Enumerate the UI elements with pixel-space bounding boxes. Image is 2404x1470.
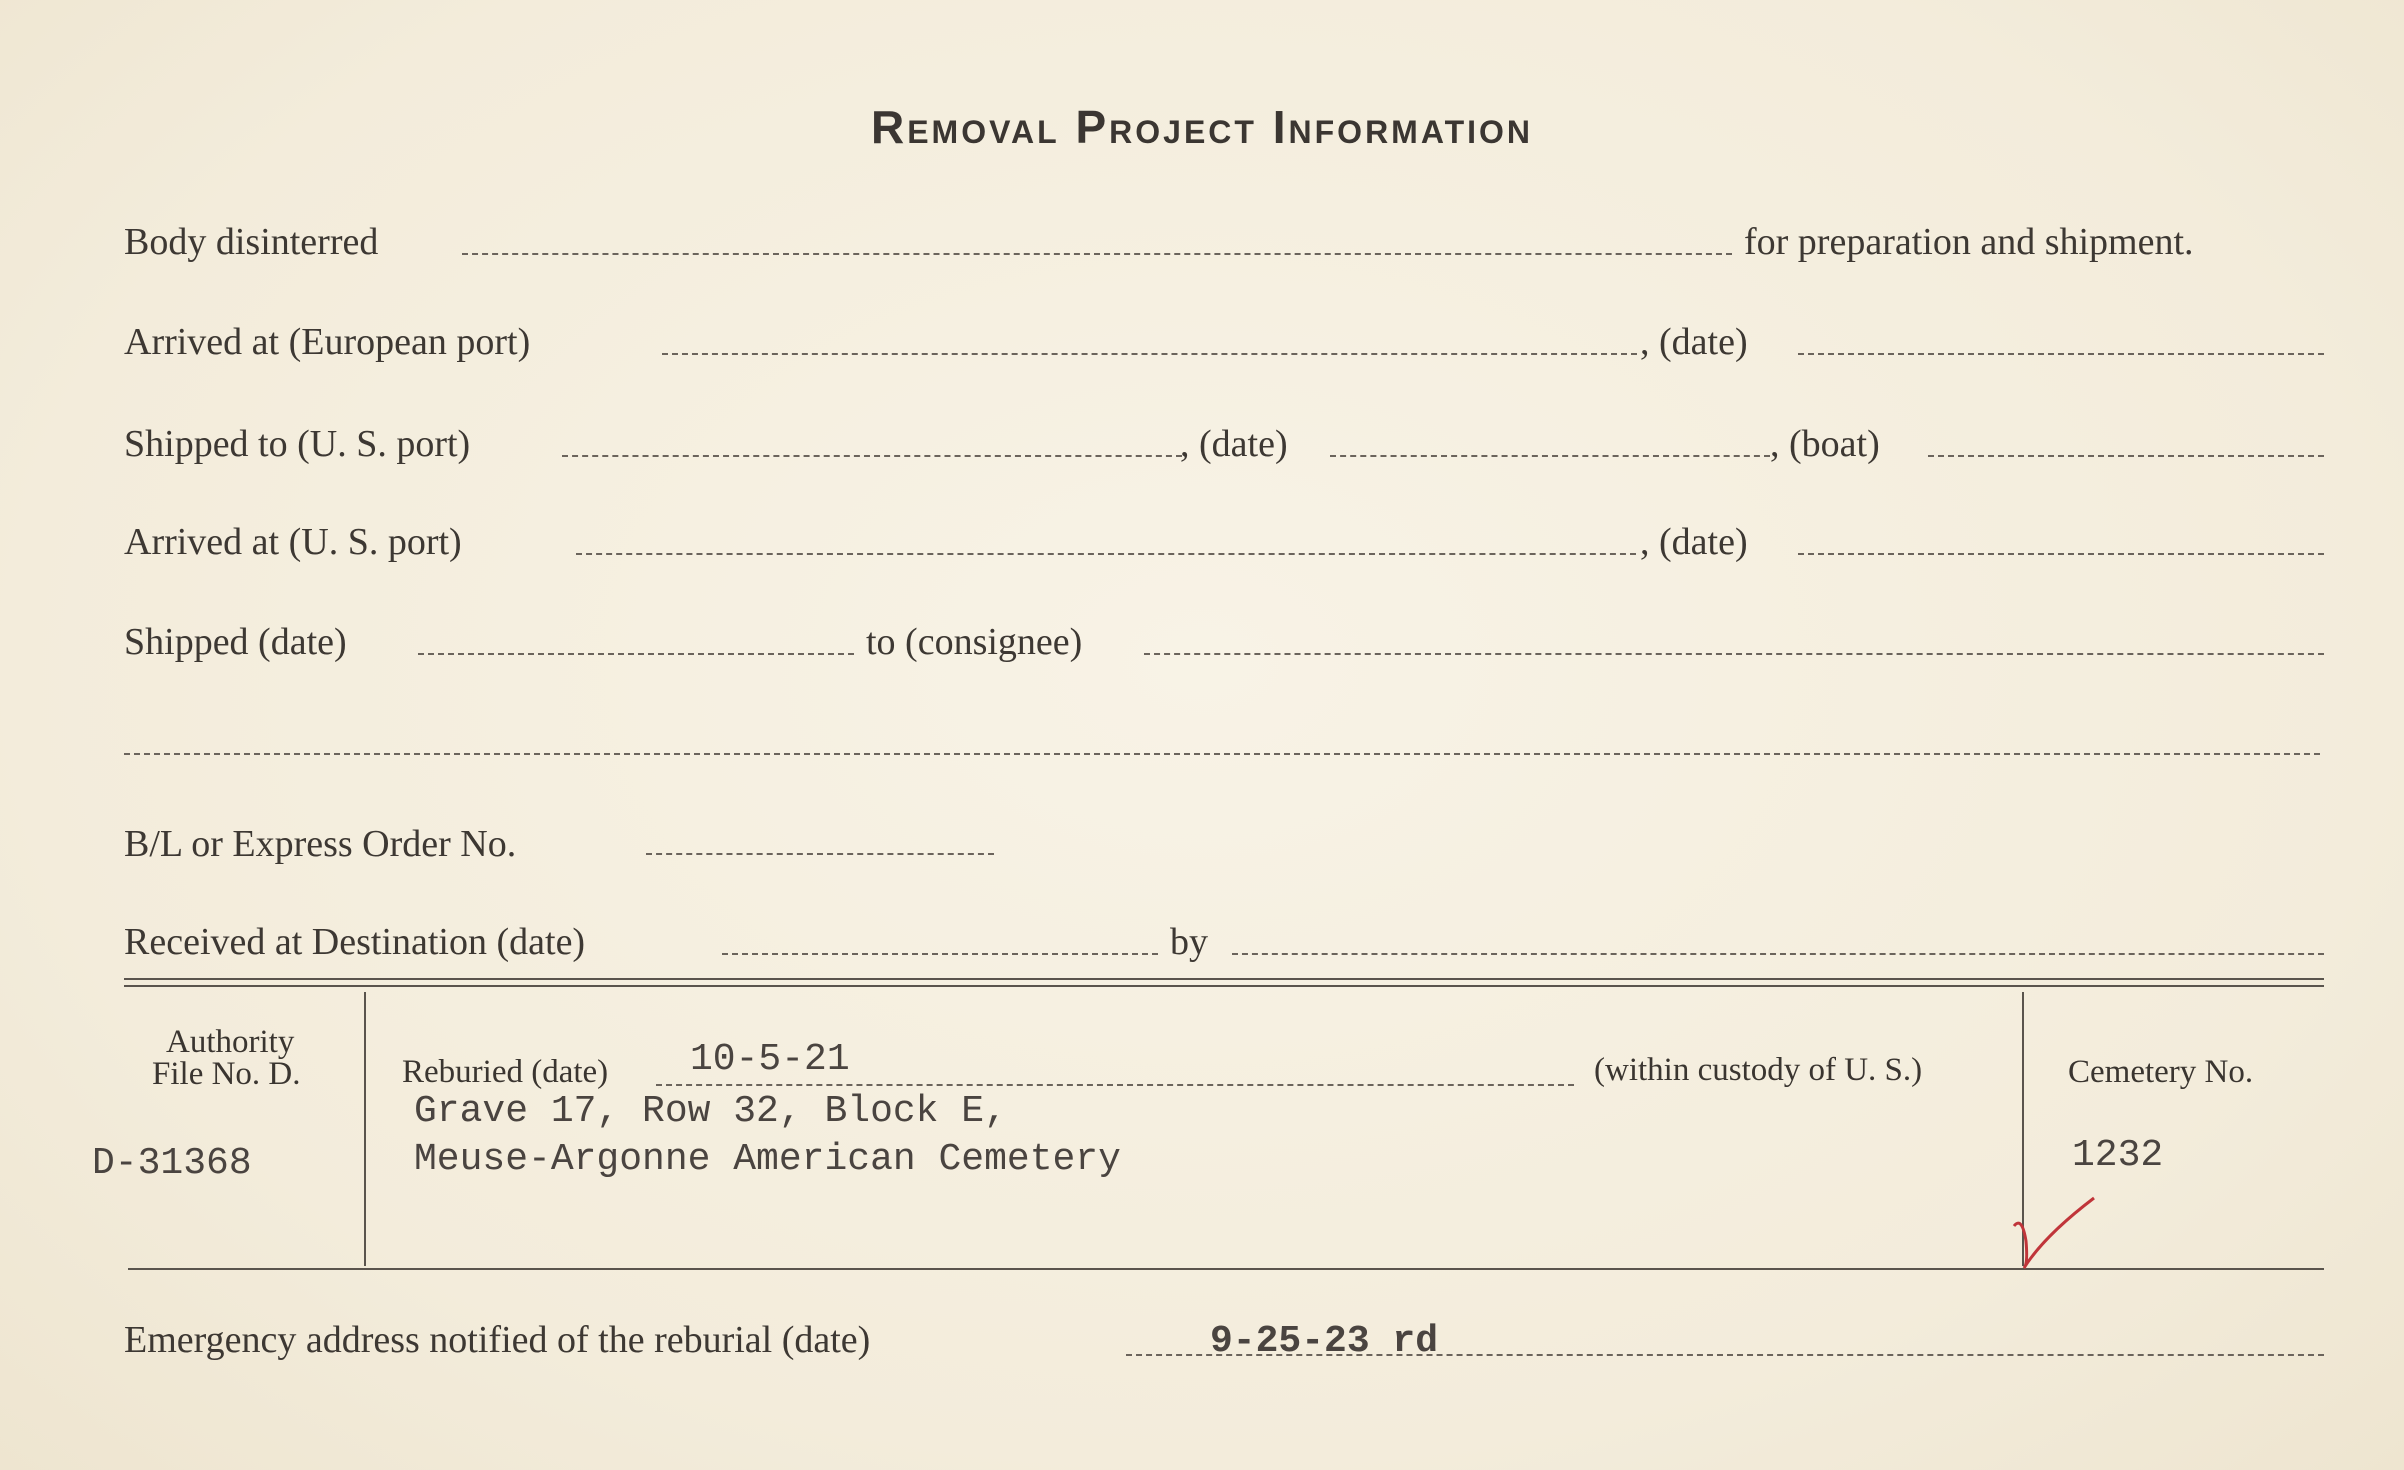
- shipped-to-us-date-field: [1330, 455, 1770, 457]
- bl-order-label: B/L or Express Order No.: [124, 823, 517, 865]
- arrived-european-port-field: [662, 353, 1637, 355]
- arrived-us-label: Arrived at (U. S. port): [124, 521, 462, 563]
- shipped-to-us-label: Shipped to (U. S. port): [124, 423, 471, 465]
- reburied-label: Reburied (date): [402, 1054, 609, 1090]
- shipped-label: Shipped (date): [124, 621, 347, 663]
- arrived-european-label: Arrived at (European port): [124, 321, 531, 363]
- received-label: Received at Destination (date): [124, 921, 586, 963]
- arrived-us-port-field: [576, 553, 1636, 555]
- shipped-to-us-boat-field: [1928, 455, 2324, 457]
- body-disinterred-suffix: for preparation and shipment.: [1744, 221, 2194, 263]
- custody-label: (within custody of U. S.): [1594, 1052, 1923, 1088]
- cemetery-number: 1232: [2072, 1134, 2164, 1177]
- shipped-to-us-boat-label: , (boat): [1770, 423, 1880, 465]
- authority-label-line2: File No. D.: [152, 1056, 301, 1092]
- emergency-date-value: 9-25-23 rd: [1210, 1320, 1439, 1363]
- section-divider-bottom: [128, 1268, 2324, 1270]
- consignee-continuation-field: [124, 753, 2320, 755]
- received-by-label: by: [1170, 921, 1208, 963]
- shipped-consignee-label: to (consignee): [866, 621, 1083, 663]
- received-date-field: [722, 953, 1158, 955]
- shipped-to-us-port-field: [562, 455, 1182, 457]
- page-title: Removal Project Information: [870, 101, 1534, 153]
- authority-label-line1: Authority: [166, 1024, 295, 1060]
- authority-file-number: D-31368: [92, 1142, 252, 1185]
- box-divider-left: [364, 992, 366, 1266]
- reburied-date-value: 10-5-21: [690, 1038, 850, 1081]
- check-mark-icon: [2004, 1186, 2104, 1276]
- received-by-field: [1232, 953, 2324, 955]
- emergency-label: Emergency address notified of the reburial (date): [124, 1319, 871, 1361]
- bl-order-field: [646, 853, 994, 855]
- section-divider-top: [124, 978, 2324, 980]
- arrived-us-date-label: , (date): [1640, 521, 1748, 563]
- body-disinterred-label: Body disinterred: [124, 221, 379, 263]
- arrived-us-date-field: [1798, 553, 2324, 555]
- shipped-date-field: [418, 653, 854, 655]
- grave-location-line1: Grave 17, Row 32, Block E,: [414, 1090, 1007, 1133]
- grave-location-line2: Meuse-Argonne American Cemetery: [414, 1138, 1121, 1181]
- shipped-consignee-field: [1144, 653, 2324, 655]
- arrived-european-date-field: [1798, 353, 2324, 355]
- reburied-date-field: [656, 1084, 1574, 1086]
- body-disinterred-field: [462, 253, 1732, 255]
- section-divider-top-second: [124, 985, 2324, 987]
- cemetery-label: Cemetery No.: [2068, 1054, 2254, 1090]
- shipped-to-us-date-label: , (date): [1180, 423, 1288, 465]
- arrived-european-date-label: , (date): [1640, 321, 1748, 363]
